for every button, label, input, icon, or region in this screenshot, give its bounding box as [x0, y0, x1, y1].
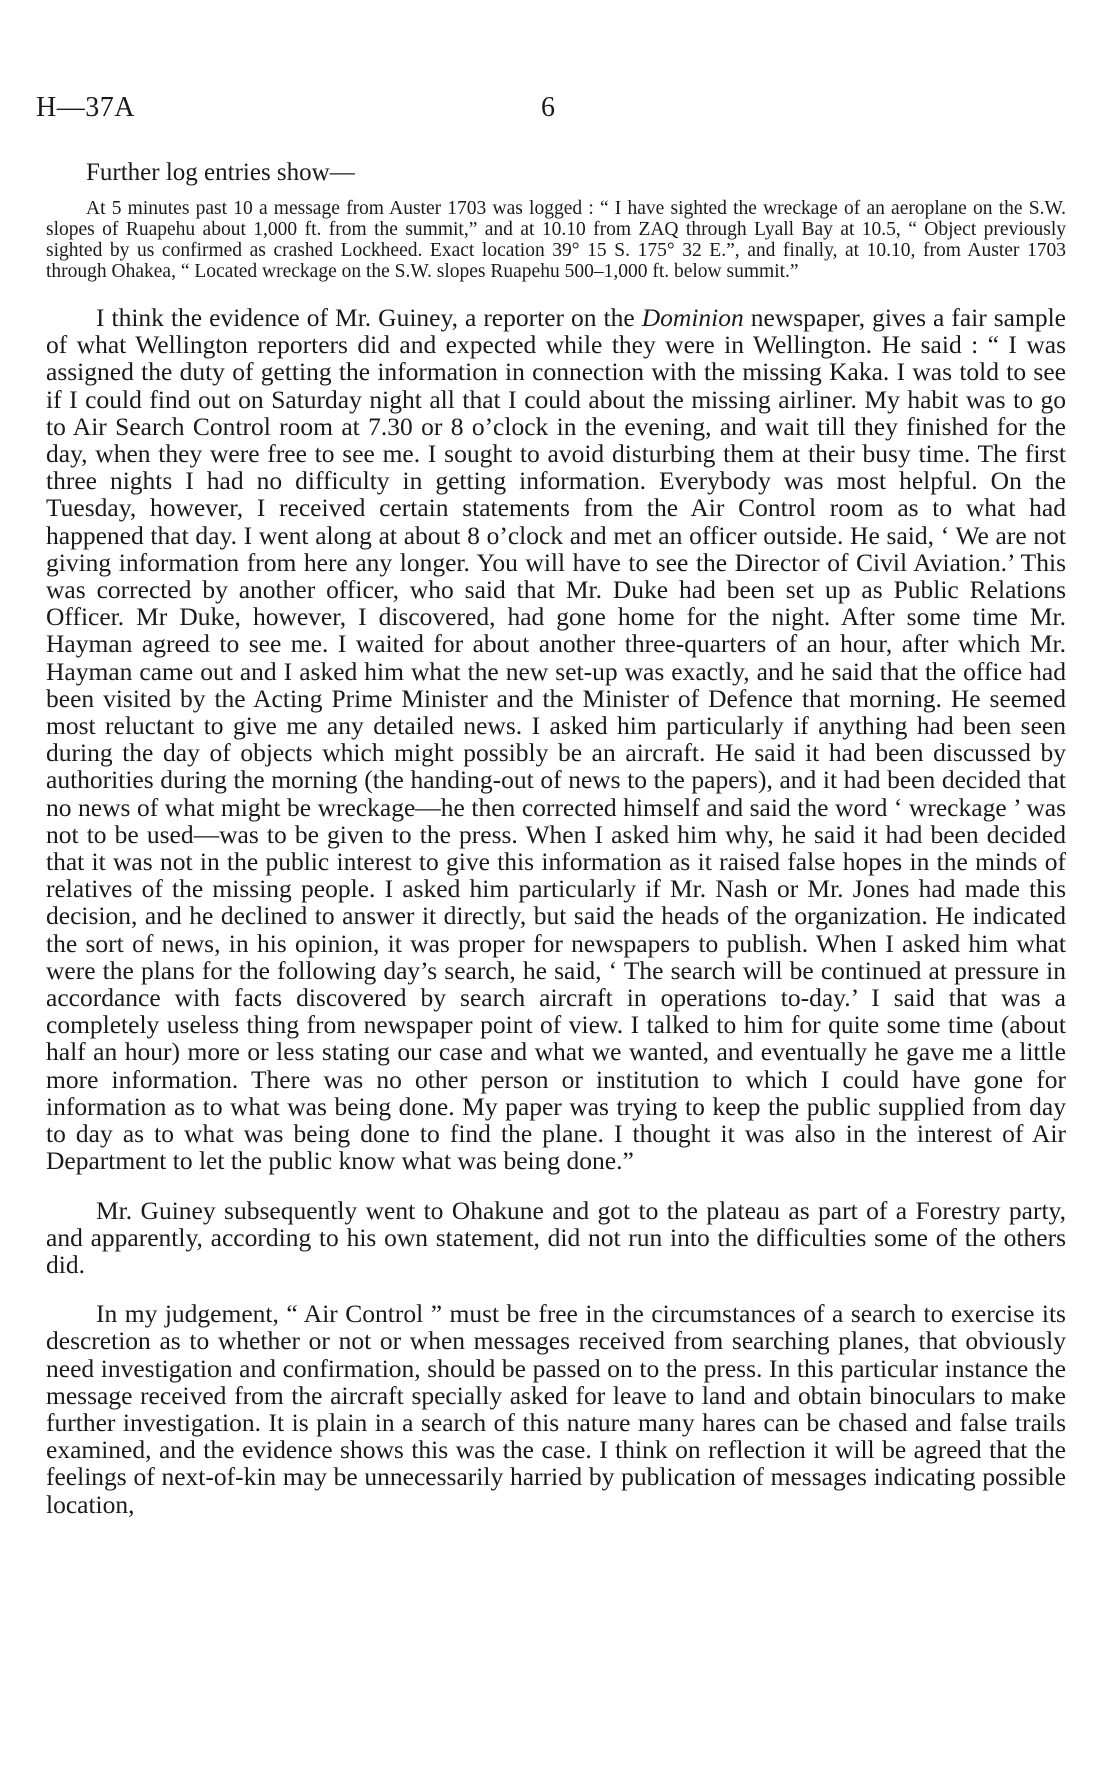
judgement-paragraph: In my judgement, “ Air Control ” must be free in the circumstances of a search to exercise its descretion as to whether or not or when messages received from searching planes, that obviously need investigation and confirmation, should be passed on to the press. In this particular instance the message received from the aircraft specially asked for leave to land and obtain binoculars to make further investigation. It is plain in a search of this nature many hares can be chased and false trails examined, and the evidence shows this was the case. I think on reflection it will be agreed that the feelings of next-of-kin may be unnecessarily harried by publication of messages indicating possible location,: [46, 1299, 1066, 1519]
guiney-evidence-paragraph: [46, 304, 1066, 1175]
document-reference: H—37A: [36, 92, 135, 123]
newspaper-name: Dominion: [641, 303, 744, 332]
page-body: [46, 158, 1066, 1540]
guiney-quote-text: newspaper, gives a fair sample of what Wellington reporters did and expected while they were in Wellington. He said : “ I was assigned the duty of getting the information in connection with the missing Kaka. I was told to see if I could find out on Saturday night all that I could about the missing airliner. My habit was to go to Air Search Control room at 7.30 or 8 o’clock in the evening, and wait till they finished for the day, when they were free to see me. I sought to avoid disturbing them at their busy time. The first three nights I had no difficulty in getting information. Everybody was most helpful. On the Tuesday, however, I received certain statements from the Air Control room as to what had happened that day. I went along at about 8 o’clock and met an officer outside. He said, ‘ We are not giving information from here any longer. You will have to see the Director of Civil Aviation.’ This was corrected by another officer, who said that Mr. Duke had been set up as Public Relations Officer. Mr Duke, however, I discovered, had gone home for the night. After some time Mr. Hayman agreed to see me. I waited for about another three-quarters of an hour, after which Mr. Hayman came out and I asked him what the new set-up was exactly, and he said that the office had been visited by the Acting Prime Minister and the Minister of Defence that morning. He seemed most reluctant to give me any detailed news. I asked him particularly if anything had been seen during the day of objects which might possibly be an aircraft. He said it had been discussed by authorities during the morning (the handing-out of news to the papers), and it had been decided that no news of what might be wreckage—he then corrected himself and said the word ‘ wreckage ’ was not to be used—was to be given to the press. When I asked him why, he said it had been decided that it was not in the public interest to give this information as it raised false hopes in the minds of relatives of the missing people. I asked him particularly if Mr. Nash or Mr. Jones had made this decision, and he declined to answer it directly, but said the heads of the organization. He indicated the sort of news, in his opinion, it was proper for newspapers to publish. When I asked him what were the plans for the following day’s search, he said, ‘ The search will be continued at pressure in accordance with facts discovered by search aircraft in operations to-day.’ I said that was a completely useless thing from newspaper point of view. I talked to him for quite some time (about half an hour) more or less stating our case and what we wanted, and eventually he gave me a little more information. There was no other person or institution to which I could have gone for information as to what was being done. My paper was trying to keep the public supplied from day to day as to what was being done to find the plane. I thought it was also in the interest of Air Department to let the public know what was being done.”: [46, 303, 1066, 1176]
page-header: [36, 92, 1076, 132]
guiney-intro-text: I think the evidence of Mr. Guiney, a reporter on the: [96, 303, 642, 332]
guiney-forestry-paragraph: Mr. Guiney subsequently went to Ohakune and got to the plateau as part of a Forestry party, and apparently, according to his own statement, did not run into the difficulties some of the others did.: [46, 1195, 1066, 1279]
log-entries-quote: At 5 minutes past 10 a message from Auster 1703 was logged : “ I have sighted the wreckage of an aeroplane on the S.W. slopes of Ruapehu about 1,000 ft. from the summit,” and at 10.10 from ZAQ through Lyall Bay at 10.5, “ Object previously sighted by us confirmed as crashed Lockheed. Exact location 39° 15 S. 175° 32 E.”, and finally, at 10.10, from Auster 1703 through Ohakea, “ Located wreckage on the S.W. slopes Ruapehu 500–1,000 ft. below summit.”: [46, 198, 1066, 282]
log-entries-lead: Further log entries show—: [86, 159, 355, 186]
page-number: 6: [541, 92, 555, 123]
